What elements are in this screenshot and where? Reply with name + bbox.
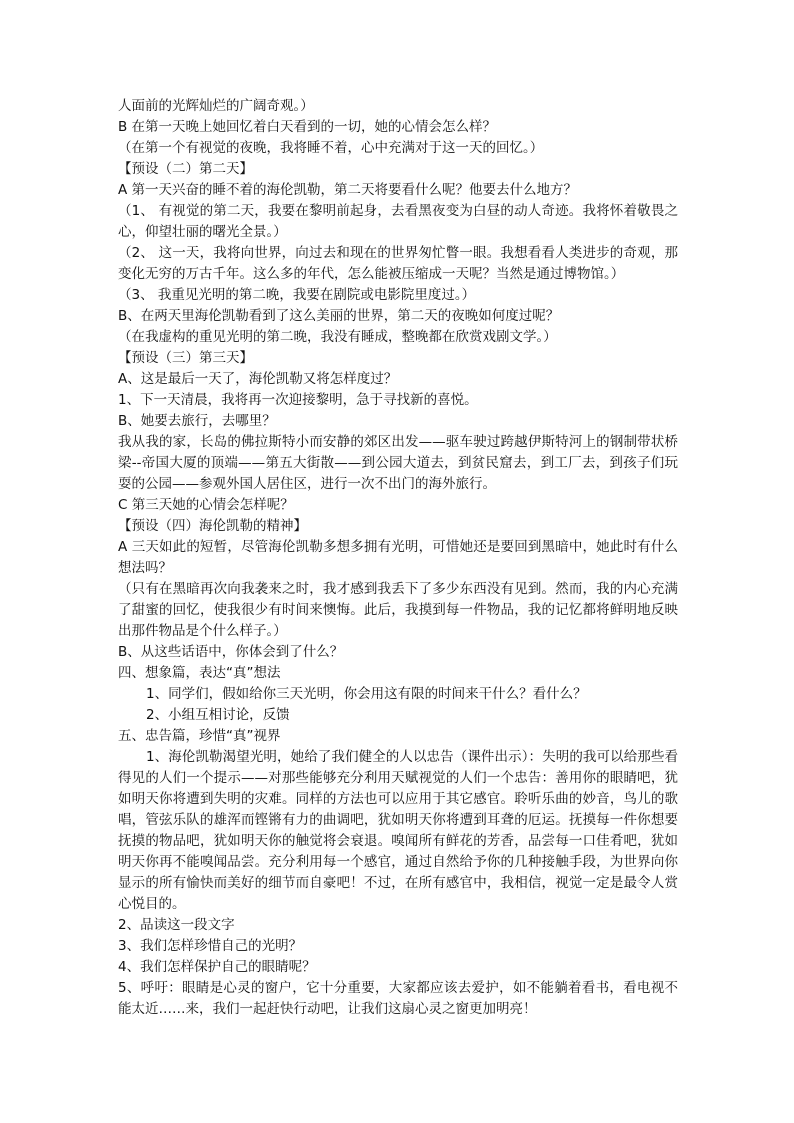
answer-day2-2: （2、 这一天，我将向世界，向过去和现在的世界匆忙瞥一眼。我想看看人类进步的奇观，那变化无穷的万古千年。这么多的年代，怎么能被压缩成一天呢？当然是通过博物馆。）	[118, 245, 678, 282]
section-four-item-2: 2、小组互相讨论，反馈	[146, 707, 290, 723]
question-c-day3: C 第三天她的心情会怎样呢？	[118, 497, 294, 513]
question-b-day3: B、她要去旅行，去哪里？	[118, 413, 276, 429]
answer-day2-night: （在我虚构的重见光明的第二晚，我没有睡成，整晚都在欣赏戏剧文学。）	[118, 329, 557, 345]
section-four-item-1: 1、同学们，假如给你三天光明，你会用这有限的时间来干什么？看什么？	[146, 686, 587, 702]
document-body	[118, 96, 678, 1020]
heading-preset-4: 【预设（四）海伦凯勒的精神】	[118, 518, 307, 534]
heading-preset-3: 【预设（三）第三天】	[118, 350, 253, 366]
question-a-day3: A、这是最后一天了，海伦凯勒又将怎样度过？	[118, 371, 398, 387]
section-five-item-4: 4、我们怎样保护自己的眼睛呢？	[118, 959, 316, 975]
answer-day3-1: 1、下一天清晨，我将再一次迎接黎明，急于寻找新的喜悦。	[118, 392, 478, 408]
section-five-item-2: 2、品读这一段文字	[118, 917, 235, 933]
answer-spirit: （只有在黑暗再次向我袭来之时，我才感到我丢下了多少东西没有见到。然而，我的内心充满了甜蜜的回忆，使我很少有时间来懊悔。此后，我摸到每一件物品，我的记忆都将鲜明地反映出那件物品是个什么样子。）	[118, 581, 678, 639]
heading-preset-2: 【预设（二）第二天】	[118, 161, 253, 177]
section-four-heading: 四、想象篇，表达“真”想法	[118, 665, 281, 681]
question-a-spirit: A 三天如此的短暂，尽管海伦凯勒多想多拥有光明，可惜她还是要回到黑暗中，她此时有什么想法吗？	[118, 539, 678, 576]
question-b-spirit: B、从这些话语中，你体会到了什么？	[118, 644, 344, 660]
question-b-day1: B 在第一天晚上她回忆着白天看到的一切，她的心情会怎么样？	[118, 119, 497, 135]
question-b-day2: B、在两天里海伦凯勒看到了这么美丽的世界，第二天的夜晚如何度过呢？	[118, 308, 560, 324]
section-five-item-3: 3、我们怎样珍惜自己的光明？	[118, 938, 303, 954]
answer-day2-3: （3、 我重见光明的第二晚，我要在剧院或电影院里度过。）	[118, 287, 476, 303]
answer-day2-1: （1、 有视觉的第二天，我要在黎明前起身，去看黑夜变为白昼的动人奇迹。我将怀着敬畏之心，仰望壮丽的曙光全景。）	[118, 203, 678, 240]
text-line: 人面前的光辉灿烂的广阔奇观。）	[118, 98, 314, 114]
section-five-heading: 五、忠告篇，珍惜“真”视界	[118, 728, 281, 744]
section-five-item-1: 1、海伦凯勒渴望光明，她给了我们健全的人以忠告（课件出示）：失明的我可以给那些看得见的人们一个提示——对那些能够充分利用天赋视觉的人们一个忠告：善用你的眼睛吧，犹如明天你将遭到失明的灾难。同样的方法也可以应用于其它感官。聆听乐曲的妙音，鸟儿的歌唱，管弦乐队的雄浑而铿锵有力的曲调吧，犹如明天你将遭到耳聋的厄运。抚摸每一件你想要抚摸的物品吧，犹如明天你的触觉将会衰退。嗅闻所有鲜花的芳香，品尝每一口佳肴吧，犹如明天你再不能嗅闻品尝。充分利用每一个感官，通过自然给予你的几种接触手段，为世界向你显示的所有愉快而美好的细节而自豪吧！不过，在所有感官中，我相信，视觉一定是最令人赏心悦目的。	[118, 749, 678, 912]
question-a-day2: A 第一天兴奋的睡不着的海伦凯勒，第二天将要看什么呢？他要去什么地方？	[118, 182, 578, 198]
answer-day1-night: （在第一个有视觉的夜晚，我将睡不着，心中充满对于这一天的回忆。）	[118, 140, 544, 156]
section-five-item-5: 5、呼吁：眼睛是心灵的窗户，它十分重要，大家都应该去爱护，如不能躺着看书，看电视不能太近……来，我们一起赶快行动吧，让我们这扇心灵之窗更加明亮！	[118, 980, 678, 1017]
answer-day3-travel: 我从我的家，长岛的佛拉斯特小而安静的郊区出发——驱车驶过跨越伊斯特河上的钢制带状桥梁--帝国大厦的顶端——第五大街散——到公园大道去，到贫民窟去，到工厂去，到孩子们玩耍的公园——参观外国人居住区，进行一次不出门的海外旅行。	[118, 434, 678, 492]
